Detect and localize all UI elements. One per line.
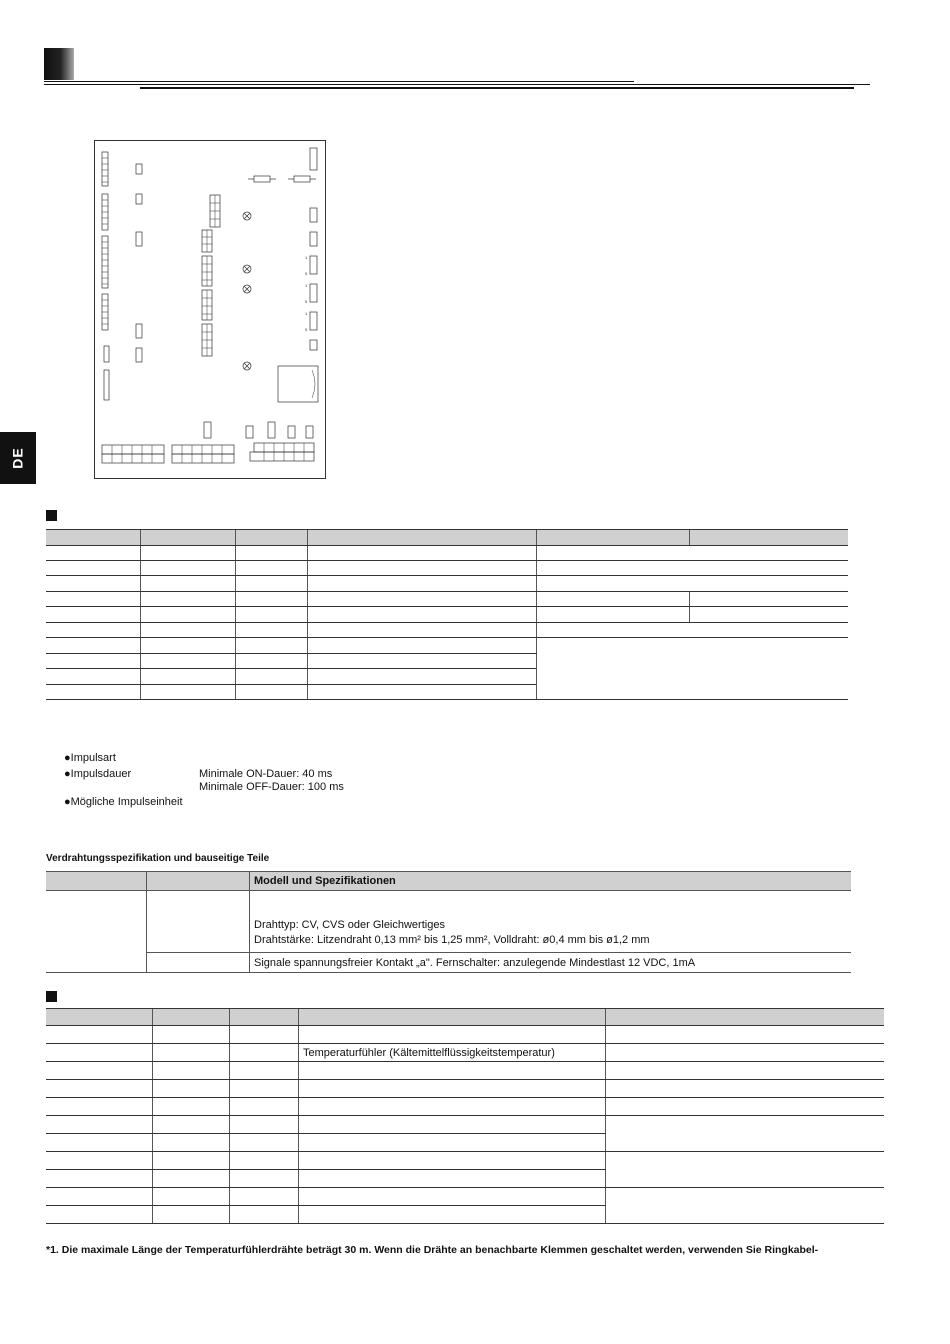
pulse-duration-label: ●Impulsdauer: [64, 768, 132, 780]
section-square-icon: [46, 510, 57, 521]
wiring-heading: Verdrahtungsspezifikation und bauseitige Teile: [46, 853, 270, 864]
section-marker: [44, 48, 74, 80]
wiring-wire-size: Drahtstärke: Litzendraht 0,13 mm² bis 1,25 mm², Volldraht: ø0,4 mm bis ø1,2 mm: [254, 934, 650, 946]
terminal-number: 1: [305, 255, 308, 260]
language-tab: [0, 432, 36, 484]
wiring-wire-type: Drahttyp: CV, CVS oder Gleichwertiges: [254, 919, 445, 931]
pulse-type-label: ●Impulsart: [64, 752, 116, 764]
wiring-signal: Signale spannungsfreier Kontakt „a". Fernschalter: anzulegende Mindestlast 12 VDC, 1mA: [250, 953, 852, 973]
sensor-row-description: Temperaturfühler (Kältemittelflüssigkeitstemperatur): [299, 1044, 606, 1062]
section-square-icon: [46, 991, 57, 1002]
terminal-number: 1: [305, 311, 308, 316]
footnote: *1. Die maximale Länge der Temperaturfühlerdrähte beträgt 30 m. Wenn die Drähte an benachbarte Klemmen geschaltet werden, verwenden Sie Ringkabel-: [46, 1244, 819, 1256]
wiring-col-model: Modell und Spezifikationen: [250, 872, 852, 891]
connector-table: [46, 529, 848, 700]
pulse-duration-off: Minimale OFF-Dauer: 100 ms: [199, 781, 344, 793]
header-rule: [44, 81, 634, 82]
terminal-number: 5: [305, 299, 308, 304]
language-tab-label: DE: [9, 447, 26, 469]
terminal-number: 5: [305, 327, 308, 332]
pulse-duration-on: Minimale ON-Dauer: 40 ms: [199, 768, 333, 780]
sensor-table: [46, 1008, 884, 1224]
header-rule: [44, 84, 870, 85]
terminal-number: 1: [305, 283, 308, 288]
terminal-number: 5: [305, 271, 308, 276]
header-rule: [140, 87, 854, 89]
board-diagram: [94, 140, 326, 479]
pulse-unit-label: ●Mögliche Impulseinheit: [64, 796, 183, 808]
wiring-table: [46, 871, 851, 973]
